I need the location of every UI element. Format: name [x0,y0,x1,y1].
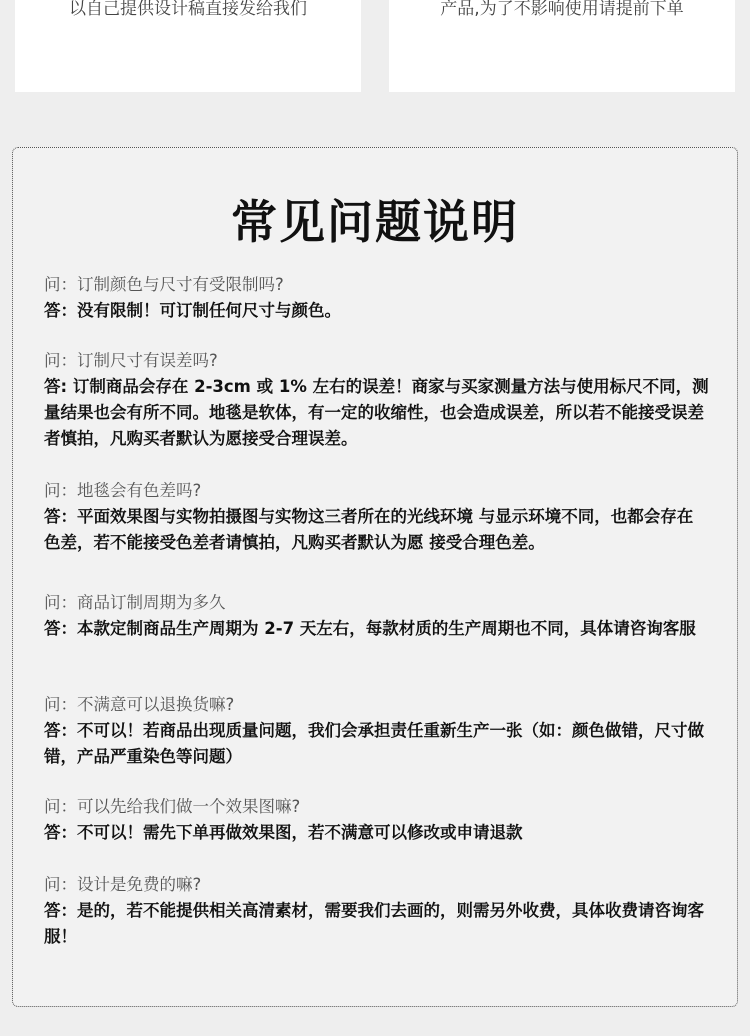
faq-item-production-cycle [44,590,709,692]
faq-answer: 答：不可以！需先下单再做效果图，若不满意可以修改或申请退款 [44,823,523,842]
faq-question: 问：地毯会有色差吗? [44,481,202,500]
faq-answer: 答：平面效果图与实物拍摄图与实物这三者所在的光线环境 与显示环境不同，也都会存在色差，若不能接受色差者请慎拍，凡购买者默认为愿 接受合理色差。 [44,507,694,552]
faq-question: 问：订制颜色与尺寸有受限制吗? [44,275,284,294]
faq-item-color-difference [44,478,709,590]
faq-title: 常见问题说明 [231,195,519,249]
info-card-left-text: 以自己提供设计稿直接发给我们 [69,0,307,19]
faq-question: 问：不满意可以退换货嘛? [44,695,235,714]
faq-section [12,147,738,1007]
faq-item-return [44,692,709,794]
faq-answer: 答：没有限制！可订制任何尺寸与颜色。 [44,301,341,320]
faq-list [44,272,709,950]
faq-question: 问：可以先给我们做一个效果图嘛? [44,797,301,816]
faq-item-design-fee [44,872,709,950]
top-cards [0,0,750,118]
faq-answer: 答：本款定制商品生产周期为 2-7 天左右，每款材质的生产周期也不同，具体请咨询客服 [44,619,696,638]
info-card-right [389,0,735,92]
faq-answer: 答：不可以！若商品出现质量问题，我们会承担责任重新生产一张（如：颜色做错，尺寸做错，产品严重染色等问题） [44,721,704,766]
faq-item-size-error [44,348,709,478]
info-card-right-text: 产品,为了不影响使用请提前下单 [440,0,684,19]
info-card-left [15,0,361,92]
faq-question: 问：商品订制周期为多久 [44,593,226,612]
faq-item-effect-preview [44,794,709,872]
faq-answer: 答: 订制商品会存在 2-3cm 或 1% 左右的误差！商家与买家测量方法与使用标尺不同，测量结果也会有所不同。地毯是软体，有一定的收缩性，也会造成误差，所以若不能接受误差者慎拍，凡购买者默认为愿接受合理误差。 [44,377,709,448]
faq-item-color-size [44,272,709,348]
faq-answer: 答：是的，若不能提供相关高清素材，需要我们去画的，则需另外收费，具体收费请咨询客服！ [44,901,704,946]
faq-question: 问：订制尺寸有误差吗? [44,351,218,370]
faq-question: 问：设计是免费的嘛? [44,875,202,894]
